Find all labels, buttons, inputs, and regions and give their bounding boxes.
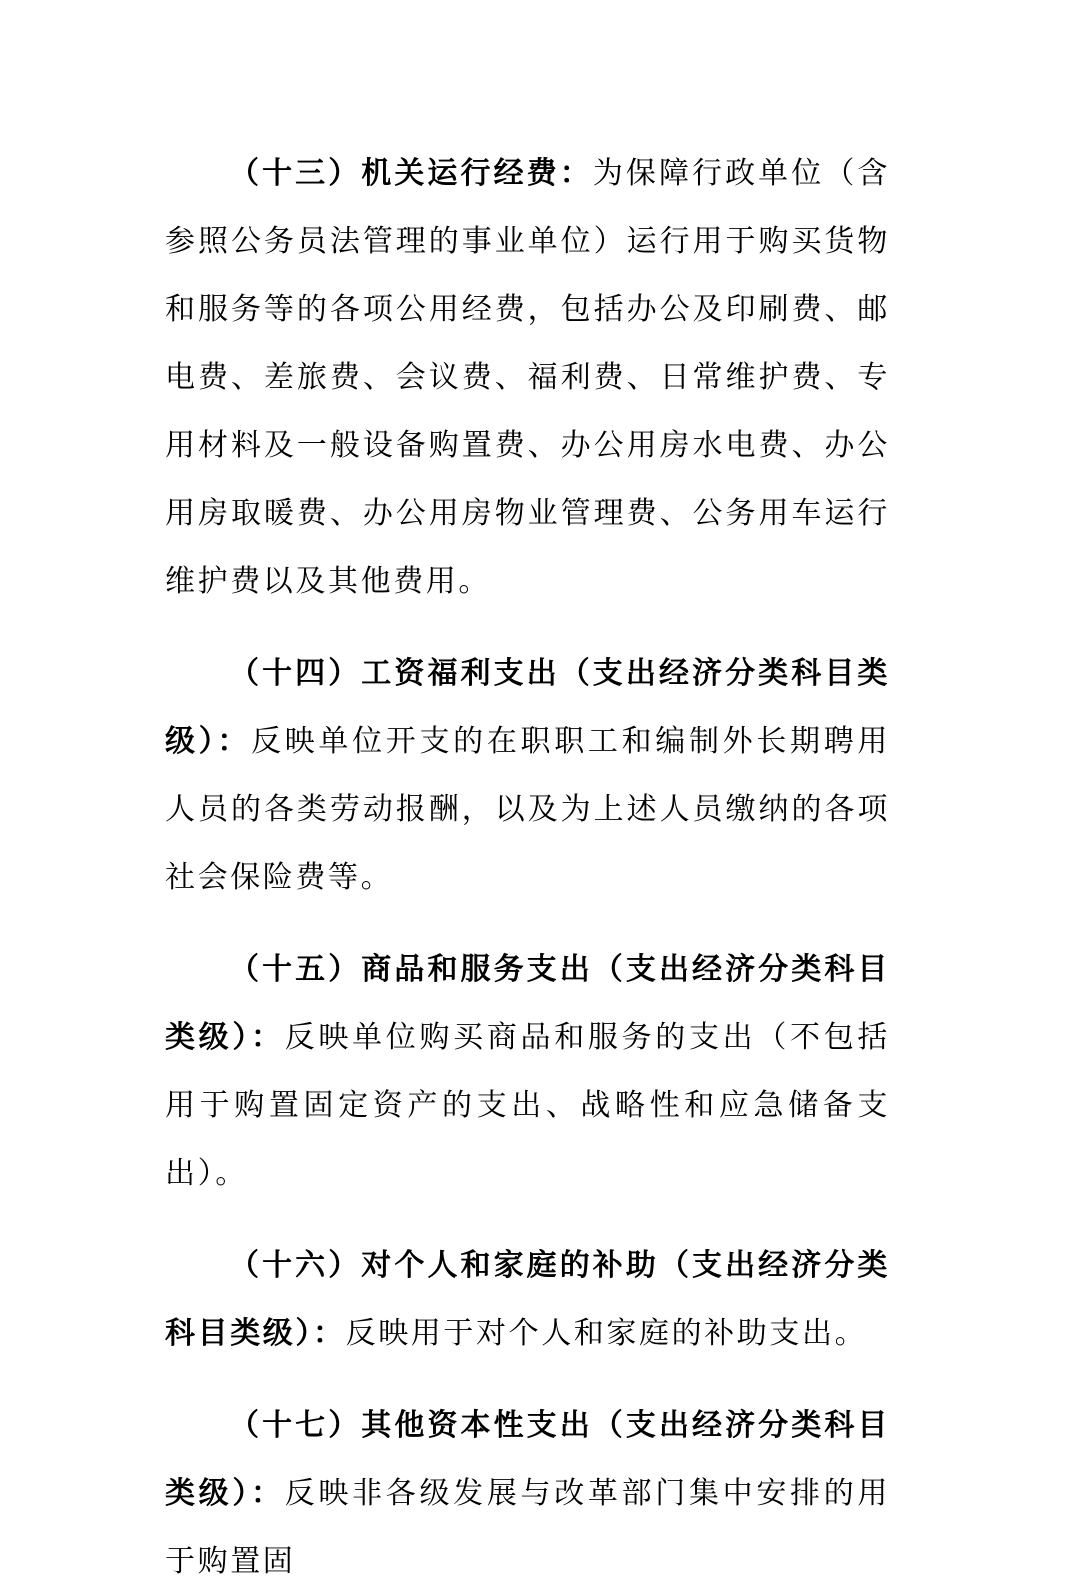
paragraph-heading: （十三）机关运行经费： (229, 156, 593, 191)
paragraph-heading: （十五）商品和服务支出（支出经济分类科目类级）： (165, 952, 890, 1055)
paragraph-text: 反映单位开支的在职职工和编制外长期聘用人员的各类劳动报酬，以及为上述人员缴纳的各项社会保险费等。 (165, 724, 890, 895)
paragraph-text: 反映单位购买商品和服务的支出（不包括用于购置固定资产的支出、战略性和应急储备支出）。 (165, 1020, 890, 1191)
paragraph-15 (165, 936, 890, 1208)
paragraph-text: 反映用于对个人和家庭的补助支出。 (345, 1316, 868, 1351)
paragraph-13 (165, 140, 890, 616)
paragraph-14 (165, 640, 890, 912)
paragraph-16 (165, 1232, 890, 1368)
paragraph-heading: （十四）工资福利支出（支出经济分类科目类级）： (165, 656, 890, 759)
paragraph-heading: （十六）对个人和家庭的补助（支出经济分类科目类级）： (165, 1248, 890, 1351)
paragraph-text: 反映非各级发展与改革部门集中安排的用于购置固 (165, 1476, 890, 1579)
paragraph-text: 为保障行政单位（含参照公务员法管理的事业单位）运行用于购买货物和服务等的各项公用经费，包括办公及印刷费、邮电费、差旅费、会议费、福利费、日常维护费、专用材料及一般设备购置费、办公用房水电费、办公用房取暖费、办公用房物业管理费、公务用车运行维护费以及其他费用。 (165, 156, 890, 599)
paragraph-17 (165, 1392, 890, 1596)
paragraph-heading: （十七）其他资本性支出（支出经济分类科目类级）： (165, 1408, 890, 1511)
document-body (165, 140, 890, 1596)
